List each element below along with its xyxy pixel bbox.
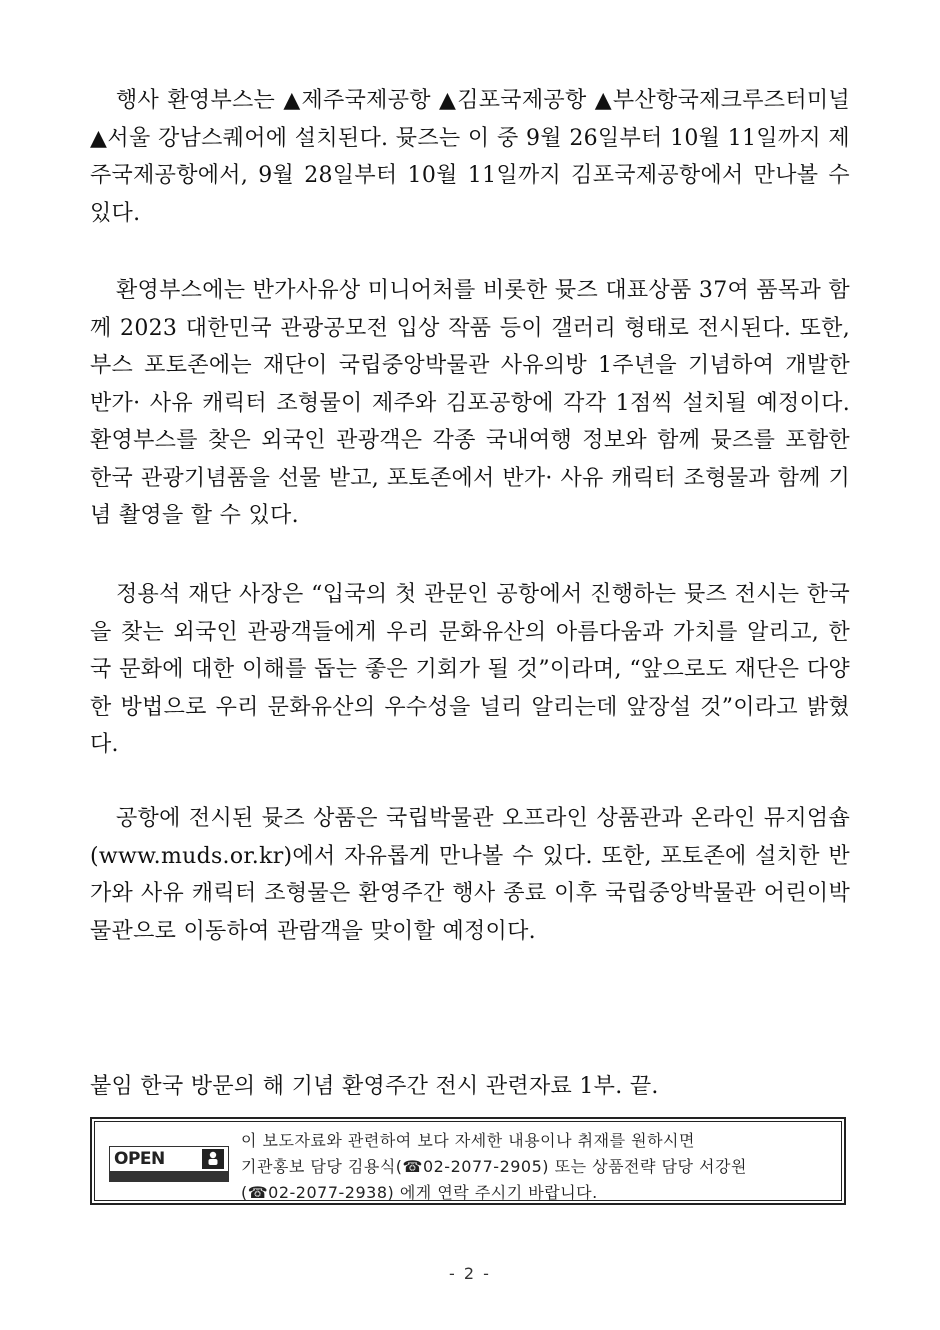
contact-line: 이 보도자료와 관련하여 보다 자세한 내용이나 취재를 원하시면 xyxy=(241,1131,695,1150)
contact-line: 기관홍보 담당 김용식(☎02-2077-2905) 또는 상품전략 담당 서강원 xyxy=(241,1157,747,1176)
paragraph-exhibition: 환영부스에는 반가사유상 미니어처를 비롯한 뮷즈 대표상품 37여 품목과 함께 2023 대한민국 관광공모전 입상 작품 등이 갤러리 형태로 전시된다. 또한, 부스 포토존에는 재단이 국립중앙박물관 사유의방 1주년을 기념하여 개발한 반가· 사유 캐릭터 조형물이 제주와 김포공항에 각각 1점씩 설치될 예정이다. 환영부스를 찾은 외국인 관광객은 각종 국내여행 정보와 함께 뮷즈를 포함한 한국 관광기념품을 선물 받고, 포토존에서 반가· 사유 캐릭터 조형물과 함께 기념 촬영을 할 수 있다. xyxy=(90,278,850,528)
contact-box xyxy=(90,1117,846,1205)
page-number: - 2 - xyxy=(449,1264,491,1283)
paragraph-booths: 행사 환영부스는 ▲제주국제공항 ▲김포국제공항 ▲부산항국제크루즈터미널 ▲서울 강남스퀘어에 설치된다. 뮷즈는 이 중 9월 26일부터 10월 11일까지 제주국제공항에서, 9월 28일부터 10월 11일까지 김포국제공항에서 만나볼 수 있다. xyxy=(90,88,850,226)
paragraph-shop: 공항에 전시된 뮷즈 상품은 국립박물관 오프라인 상품관과 온라인 뮤지엄숍(www.muds.or.kr)에서 자유롭게 만나볼 수 있다. 또한, 포토존에 설치한 반가와 사유 캐릭터 조형물은 환영주간 행사 종료 이후 국립중앙박물관 어린이박물관으로 이동하여 관람객을 맞이할 예정이다. xyxy=(90,806,850,944)
open-license-badge xyxy=(109,1146,229,1182)
paragraph-quote: 정용석 재단 사장은 “입국의 첫 관문인 공항에서 진행하는 뮷즈 전시는 한국을 찾는 외국인 관광객들에게 우리 문화유산의 아름다움과 가치를 알리고, 한국 문화에 대한 이해를 돕는 좋은 기회가 될 것”이라며, “앞으로도 재단은 다양한 방법으로 우리 문화유산의 우수성을 널리 알리는데 앞장설 것”이라고 밝혔다. xyxy=(90,582,850,757)
contact-text xyxy=(241,1128,831,1206)
license-person-icon xyxy=(202,1149,224,1169)
attachment-note: 붙임 한국 방문의 해 기념 환영주간 전시 관련자료 1부. 끝. xyxy=(90,1074,659,1099)
contact-box-inner xyxy=(94,1121,842,1201)
license-strip-icon xyxy=(110,1171,228,1181)
contact-line: (☎02-2077-2938) 에게 연락 주시기 바랍니다. xyxy=(241,1183,598,1202)
open-badge-label: OPEN xyxy=(114,1149,165,1169)
